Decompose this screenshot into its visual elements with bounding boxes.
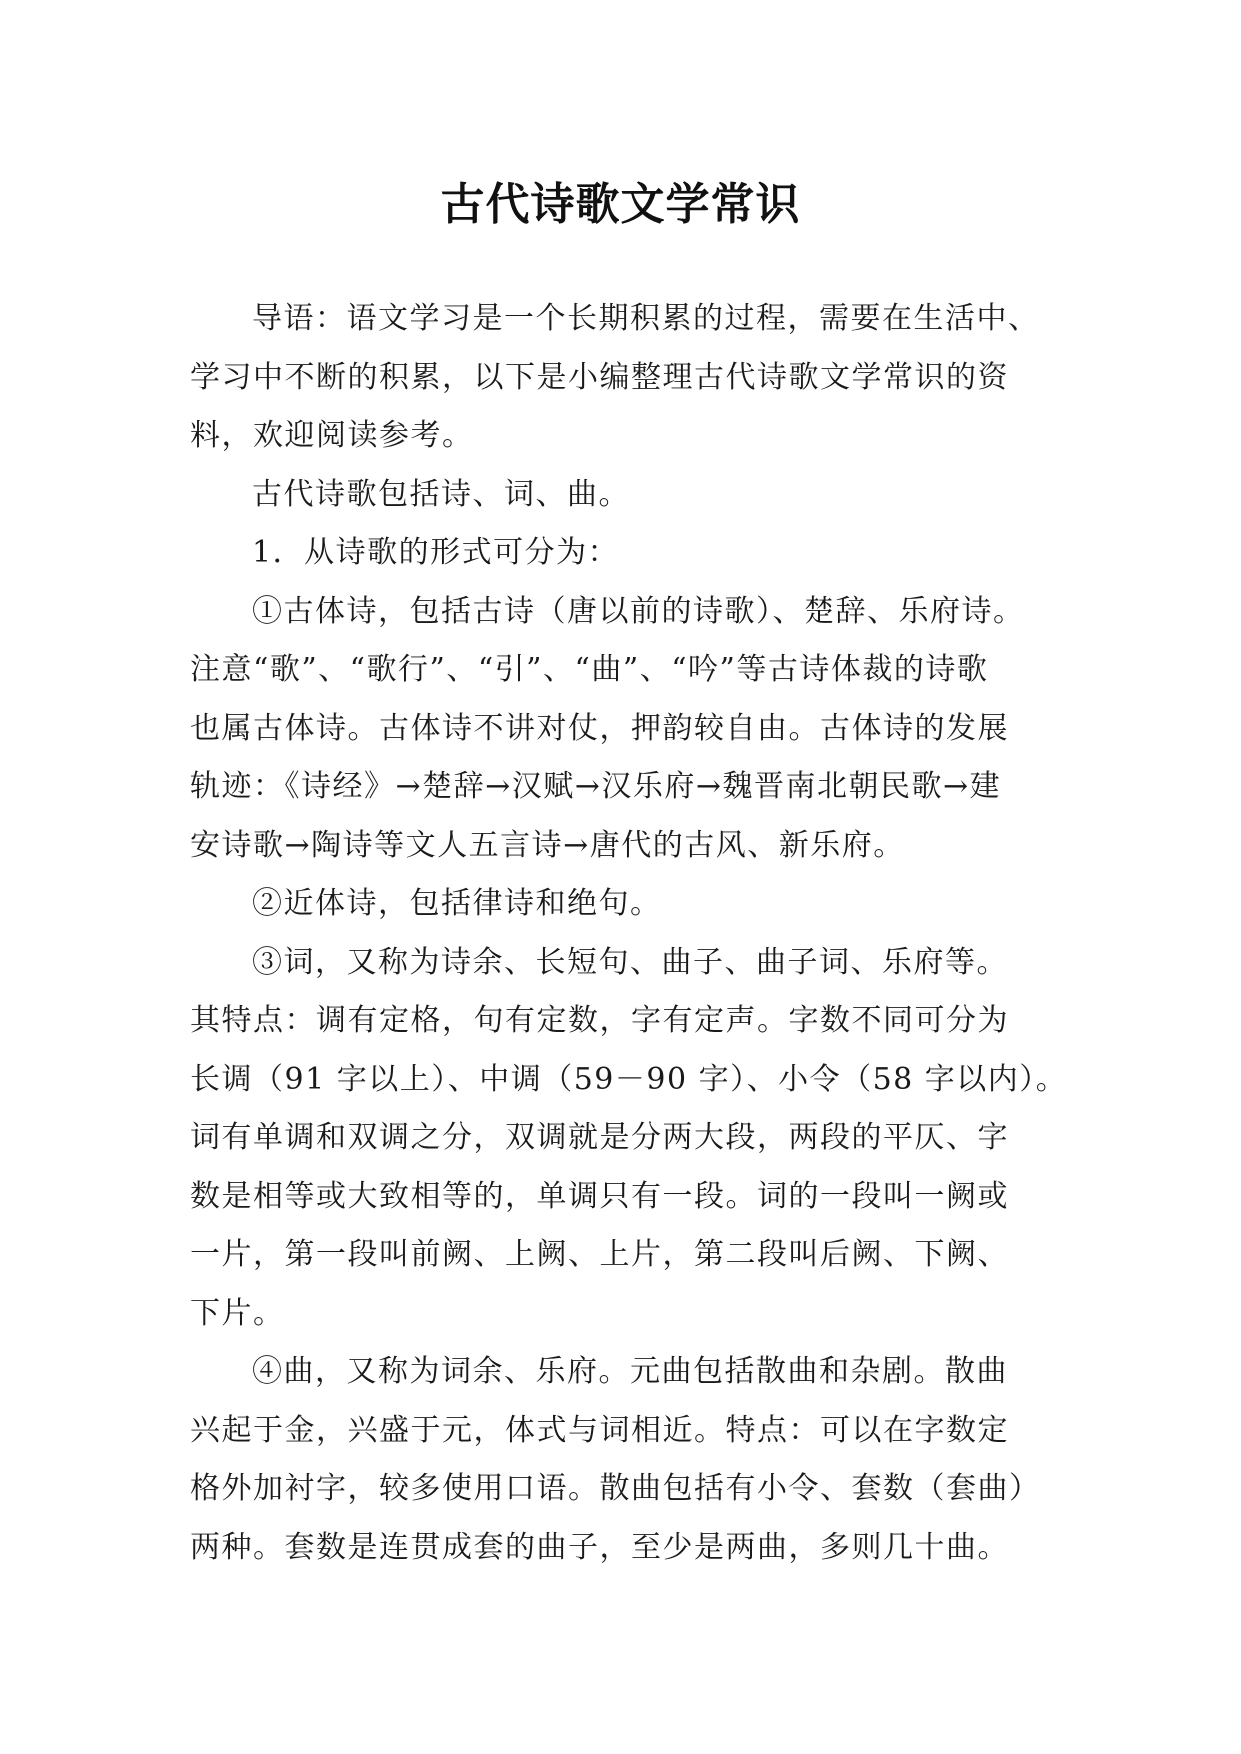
text-line: 安诗歌→陶诗等文人五言诗→唐代的古风、新乐府。 (190, 827, 905, 863)
paragraph-qu (190, 1343, 1060, 1577)
text-line: ④曲，又称为词余、乐府。元曲包括散曲和杂剧。散曲 (252, 1354, 1008, 1389)
text-line: 下片。 (190, 1295, 285, 1331)
text-line: 导语：语文学习是一个长期积累的过程，需要在生活中、 (252, 301, 1040, 336)
text-line: 古代诗歌包括诗、词、曲。 (252, 476, 630, 512)
paragraph-intro (190, 290, 1060, 466)
text-line: 1．从诗歌的形式可分为： (252, 535, 620, 570)
text-line: 长调（91 字以上）、中调（59－90 字）、小令（58 字以内）。 (190, 1061, 1068, 1097)
text-line: 学习中不断的积累，以下是小编整理古代诗歌文学常识的资 (190, 359, 1009, 395)
document-title: 古代诗歌文学常识 (440, 179, 801, 231)
text-line: 一片，第一段叫前阙、上阙、上片，第二段叫后阙、下阙、 (190, 1237, 1009, 1272)
paragraph-heading-forms (190, 524, 1060, 583)
text-line: 也属古体诗。古体诗不讲对仗，押韵较自由。古体诗的发展 (190, 710, 1009, 746)
text-line: 料，欢迎阅读参考。 (190, 418, 474, 453)
text-line: 轨迹：《诗经》→楚辞→汉赋→汉乐府→魏晋南北朝民歌→建 (190, 769, 1002, 804)
text-line: ③词，又称为诗余、长短句、曲子、曲子词、乐府等。 (252, 944, 1008, 980)
text-line: 数是相等或大致相等的，单调只有一段。词的一段叫一阙或 (190, 1178, 1009, 1214)
document-body (190, 290, 1068, 1577)
text-line: 注意“歌”、“歌行”、“引”、“曲”、“吟”等古诗体裁的诗歌 (190, 652, 989, 687)
text-line: ①古体诗，包括古诗（唐以前的诗歌）、楚辞、乐府诗。 (252, 593, 1025, 629)
text-line: 兴起于金，兴盛于元，体式与词相近。特点：可以在字数定 (190, 1412, 1009, 1448)
text-line: 其特点：调有定格，句有定数，字有定声。字数不同可分为 (190, 1003, 1009, 1038)
text-line: 两种。套数是连贯成套的曲子，至少是两曲，多则几十曲。 (190, 1529, 1009, 1565)
text-line: ②近体诗，包括律诗和绝句。 (252, 886, 662, 921)
paragraph-ci (190, 934, 1068, 1344)
paragraph-ancient-style-poetry (190, 583, 1060, 876)
text-line: 格外加衬字，较多使用口语。散曲包括有小令、套数（套曲） (190, 1471, 1041, 1506)
text-line: 词有单调和双调之分，双调就是分两大段，两段的平仄、字 (190, 1120, 1009, 1155)
paragraph-modern-style-poetry (190, 875, 1060, 934)
paragraph-categories (190, 466, 1060, 525)
